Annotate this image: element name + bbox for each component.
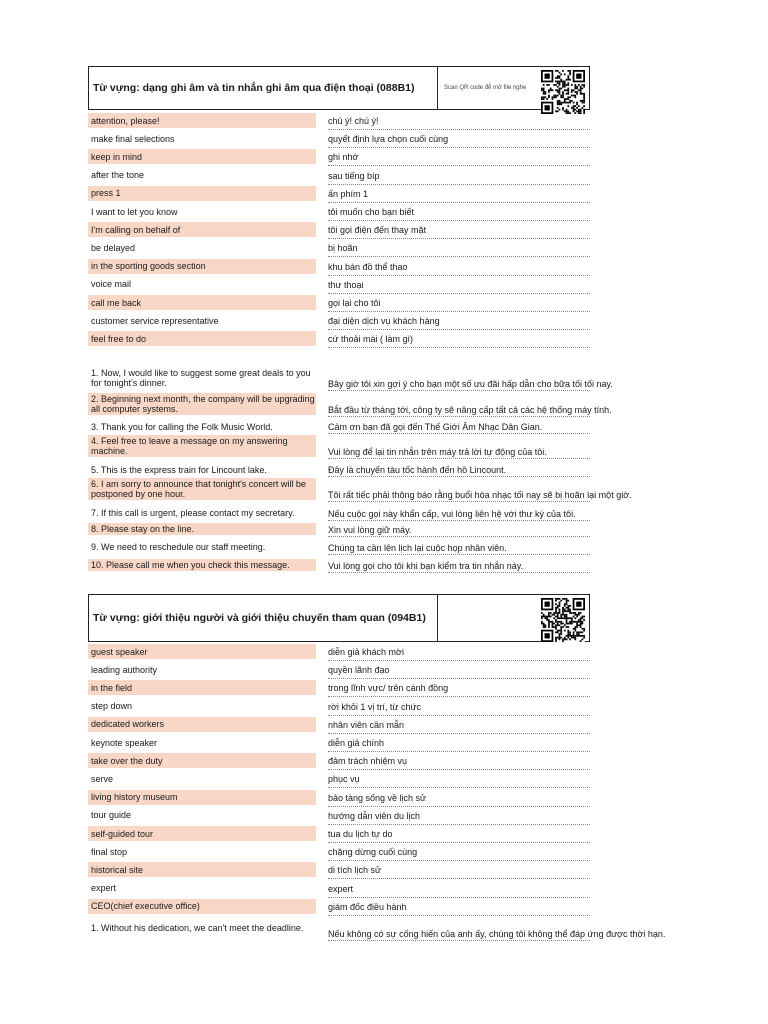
vocab-vietnamese: ghi nhớ bbox=[328, 149, 590, 166]
vocab-english: make final selections bbox=[91, 133, 175, 144]
sentence-row bbox=[88, 393, 612, 417]
sentence-english: 2. Beginning next month, the company will be upgrading all computer systems. bbox=[88, 393, 316, 415]
sentence-vietnamese: Xin vui lòng giữ máy. bbox=[328, 523, 590, 537]
vocab-english: expert bbox=[91, 883, 117, 894]
sentence-vietnamese: Nếu không có sự cống hiến của anh ấy, chúng tôi không thể đáp ứng được thời hạn. bbox=[328, 917, 590, 941]
sentence-english: 10. Please call me when you check this message. bbox=[88, 559, 316, 571]
vocab-vietnamese: chặng dừng cuối cùng bbox=[328, 844, 590, 861]
sentence-english: 4. Feel free to leave a message on my answering machine. bbox=[88, 435, 316, 457]
vocab-row bbox=[88, 149, 590, 166]
sentence-vietnamese: Đây là chuyến tàu tốc hành đến hồ Lincount. bbox=[328, 464, 590, 477]
vocab-english: in the field bbox=[88, 680, 316, 695]
vocab-english: serve bbox=[91, 773, 114, 784]
vocab-row bbox=[88, 259, 590, 276]
vocab-vietnamese: gọi lại cho tôi bbox=[328, 295, 590, 312]
sentence-row bbox=[88, 507, 590, 521]
vocab-row bbox=[88, 771, 590, 788]
vocab-vietnamese: phục vụ bbox=[328, 771, 590, 788]
sentence-vietnamese: Bắt đầu từ tháng tới, công ty sẽ nâng cấp tất cả các hệ thống máy tính. bbox=[328, 393, 590, 417]
vocab-vietnamese: quyền lãnh đạo bbox=[328, 662, 590, 679]
sentence-row bbox=[88, 541, 590, 555]
vocab-english: press 1 bbox=[88, 186, 316, 201]
sentence-vietnamese: Cảm ơn bạn đã gọi đến Thế Giới Âm Nhạc Dân Gian. bbox=[328, 421, 590, 434]
vocab-english: I'm calling on behalf of bbox=[88, 222, 316, 237]
vocab-vietnamese: diễn giả chính bbox=[328, 735, 590, 752]
vocab-english: historical site bbox=[88, 862, 316, 877]
vocab-row bbox=[88, 204, 590, 221]
vocab-vietnamese: giám đốc điều hành bbox=[328, 899, 590, 916]
sentence-english: 6. I am sorry to announce that tonight's concert will be postponed by one hour. bbox=[88, 478, 316, 500]
vocab-vietnamese: trong lĩnh vực/ trên cánh đồng bbox=[328, 680, 590, 697]
vocab-row bbox=[88, 644, 590, 661]
vocab-english: customer service representative bbox=[91, 315, 219, 326]
vocab-english: voice mail bbox=[91, 279, 132, 290]
vocab-english: CEO(chief executive office) bbox=[88, 899, 316, 914]
vocab-vietnamese: tua du lịch tự do bbox=[328, 826, 590, 843]
vocab-english: be delayed bbox=[91, 242, 136, 253]
section-1-title: Từ vựng: dạng ghi âm và tin nhắn ghi âm qua điện thoại (088B1) bbox=[89, 67, 438, 109]
vocab-row bbox=[88, 826, 590, 843]
sentence-english: 8. Please stay on the line. bbox=[88, 523, 316, 535]
vocab-vietnamese: rời khỏi 1 vị trí, từ chức bbox=[328, 699, 590, 716]
sentence-vietnamese: Nếu cuộc gọi này khẩn cấp, vui lòng liên hệ với thư ký của tôi. bbox=[328, 507, 590, 521]
vocab-vietnamese: thư thoại bbox=[328, 277, 590, 294]
vocab-row bbox=[88, 331, 590, 348]
vocab-vietnamese: cứ thoải mái ( làm gì) bbox=[328, 331, 590, 348]
vocab-english: tour guide bbox=[91, 810, 132, 821]
vocab-row bbox=[88, 295, 590, 312]
vocab-vietnamese: bảo tàng sống về lịch sử bbox=[328, 790, 590, 807]
vocab-english: guest speaker bbox=[88, 644, 316, 659]
vocab-english: final stop bbox=[91, 846, 128, 857]
vocab-english: attention, please! bbox=[88, 113, 316, 128]
vocab-row bbox=[88, 899, 590, 916]
vocab-english: I want to let you know bbox=[91, 206, 178, 217]
vocab-row bbox=[88, 113, 590, 130]
sentence-row bbox=[88, 367, 613, 391]
vocab-english: in the sporting goods section bbox=[88, 259, 316, 274]
section-2-title: Từ vựng: giới thiệu người và giới thiệu chuyến tham quan (094B1) bbox=[89, 595, 438, 641]
vocab-english: living history museum bbox=[88, 790, 316, 805]
sentence-row bbox=[88, 917, 666, 941]
vocab-english: keynote speaker bbox=[91, 737, 158, 748]
vocab-vietnamese: đảm trách nhiệm vụ bbox=[328, 753, 590, 770]
vocab-english: self-guided tour bbox=[88, 826, 316, 841]
scan-qr-label: Scan QR code để mở file nghe bbox=[444, 85, 527, 91]
vocab-row bbox=[88, 186, 590, 203]
vocab-english: leading authority bbox=[91, 664, 158, 675]
sentence-vietnamese: Chúng ta cần lên lịch lại cuộc họp nhân viên. bbox=[328, 541, 590, 555]
sentence-english: 7. If this call is urgent, please contact my secretary. bbox=[91, 508, 295, 518]
sentence-row bbox=[88, 435, 590, 459]
sentence-row bbox=[88, 464, 590, 477]
vocab-english: take over the duty bbox=[88, 753, 316, 768]
vocab-row bbox=[88, 131, 590, 148]
vocab-vietnamese: di tích lịch sử bbox=[328, 862, 590, 879]
sentence-english: 9. We need to reschedule our staff meeting. bbox=[91, 542, 266, 552]
sentence-english: 5. This is the express train for Lincount lake. bbox=[91, 464, 267, 475]
vocab-row bbox=[88, 222, 590, 239]
section-2-qr-area bbox=[438, 595, 589, 641]
vocab-vietnamese: đại diện dịch vụ khách hàng bbox=[328, 313, 590, 330]
vocab-row bbox=[88, 717, 590, 734]
section-1-qr-area bbox=[438, 67, 589, 109]
qr-code-icon[interactable] bbox=[541, 598, 585, 642]
vocab-vietnamese: sau tiếng bíp bbox=[328, 168, 590, 185]
vocab-vietnamese: khu bán đồ thể thao bbox=[328, 259, 590, 276]
vocab-english: step down bbox=[91, 701, 133, 712]
vocab-vietnamese: expert bbox=[328, 881, 590, 898]
vocab-vietnamese: hướng dẫn viên du lịch bbox=[328, 808, 590, 825]
vocab-english: keep in mind bbox=[88, 149, 316, 164]
vocab-row bbox=[88, 735, 590, 752]
vocab-row bbox=[88, 277, 590, 294]
vocab-english: call me back bbox=[88, 295, 316, 310]
sentence-vietnamese: Vui lòng gọi cho tôi khi bạn kiểm tra tin nhắn này. bbox=[328, 559, 590, 573]
sentence-english: 1. Without his dedication, we can't meet the deadline. bbox=[91, 923, 304, 933]
section-1-header bbox=[88, 66, 590, 110]
section-2-header bbox=[88, 594, 590, 642]
sentence-english: 1. Now, I would like to suggest some great deals to you for tonight's dinner. bbox=[91, 368, 311, 388]
vocab-vietnamese: ấn phím 1 bbox=[328, 186, 590, 203]
vocab-vietnamese: chú ý! chú ý! bbox=[328, 113, 590, 130]
vocab-english: dedicated workers bbox=[88, 717, 316, 732]
vocab-vietnamese: tôi muốn cho bạn biết bbox=[328, 204, 590, 221]
vocab-row bbox=[88, 881, 590, 898]
vocab-row bbox=[88, 862, 590, 879]
sentence-vietnamese: Vui lòng để lại tin nhắn trên máy trả lời tự động của tôi. bbox=[328, 435, 590, 459]
vocab-row bbox=[88, 844, 590, 861]
vocab-row bbox=[88, 240, 590, 257]
sentence-row bbox=[88, 559, 590, 573]
vocab-vietnamese: bị hoãn bbox=[328, 240, 590, 257]
sentence-vietnamese: Bây giờ tôi xin gợi ý cho bạn một số ưu đãi hấp dẫn cho bữa tối tối nay. bbox=[328, 367, 590, 391]
vocab-row bbox=[88, 680, 590, 697]
sentence-vietnamese: Tôi rất tiếc phải thông báo rằng buổi hòa nhạc tối nay sẽ bị hoãn lại một giờ. bbox=[328, 478, 590, 502]
vocab-vietnamese: quyết định lựa chọn cuối cùng bbox=[328, 131, 590, 148]
vocab-row bbox=[88, 313, 590, 330]
sentence-row bbox=[88, 523, 590, 537]
vocab-row bbox=[88, 699, 590, 716]
vocab-vietnamese: tôi gọi điện đến thay mặt bbox=[328, 222, 590, 239]
vocab-english: feel free to do bbox=[88, 331, 316, 346]
sentence-row bbox=[88, 421, 590, 434]
vocab-vietnamese: diễn giả khách mời bbox=[328, 644, 590, 661]
sentence-row bbox=[88, 478, 632, 502]
vocab-row bbox=[88, 168, 590, 185]
vocab-vietnamese: nhân viên cần mẫn bbox=[328, 717, 590, 734]
vocab-row bbox=[88, 790, 590, 807]
vocab-row bbox=[88, 662, 590, 679]
qr-code-icon[interactable] bbox=[541, 70, 585, 114]
vocab-row bbox=[88, 753, 590, 770]
vocab-english: after the tone bbox=[91, 170, 145, 181]
vocab-row bbox=[88, 808, 590, 825]
sentence-english: 3. Thank you for calling the Folk Music World. bbox=[91, 421, 273, 432]
